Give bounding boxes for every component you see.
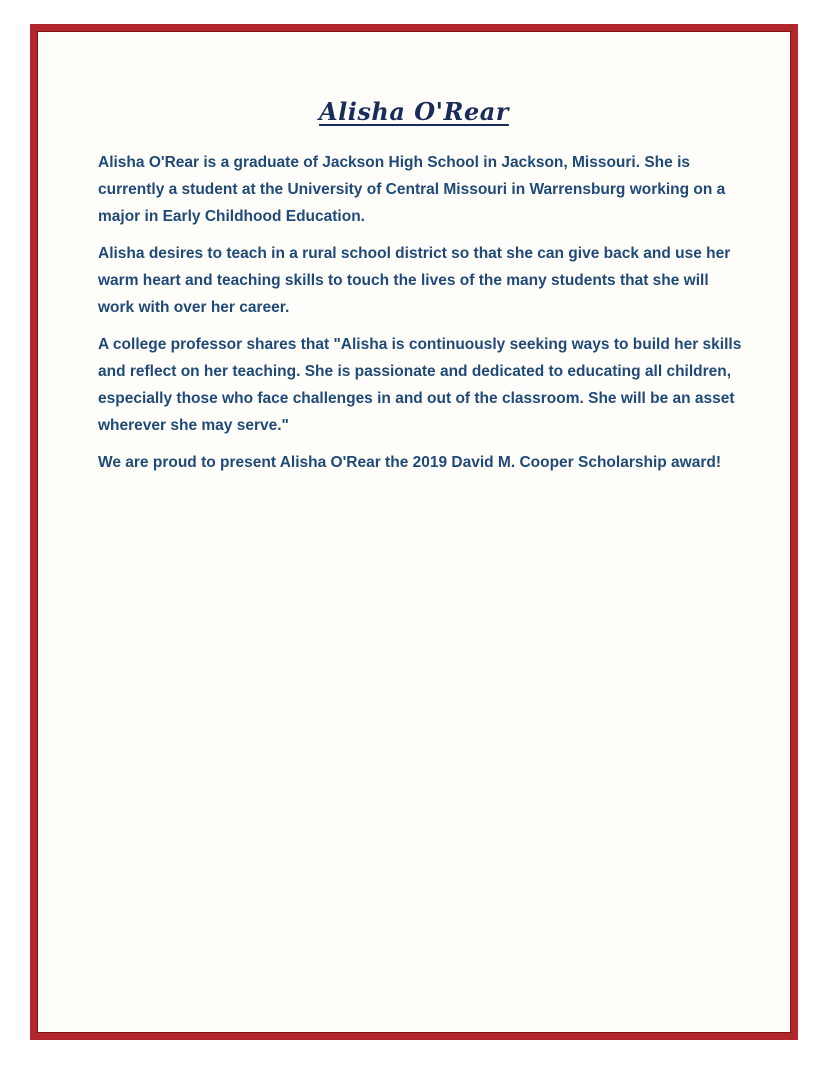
paragraph-3: A college professor shares that "Alisha is continuously seeking ways to build her skills and reflect on her teaching. She is passionate and dedicated to educating all children, especially those who face challenges in and out of the classroom. She will be an asset wherever she may serve."	[98, 336, 742, 434]
paragraph-4: We are proud to present Alisha O'Rear the 2019 David M. Cooper Scholarship award!	[98, 454, 721, 471]
decorative-border-frame	[30, 24, 798, 1040]
paragraph-2: Alisha desires to teach in a rural school district so that she can give back and use her warm heart and teaching skills to touch the lives of the many students that she will work with over her career.	[98, 245, 731, 316]
title-text: Alisha O'Rear	[319, 97, 509, 126]
document-body	[98, 149, 748, 486]
page-title	[37, 97, 791, 126]
paragraph-1: Alisha O'Rear is a graduate of Jackson High School in Jackson, Missouri. She is currently a student at the University of Central Missouri in Warrensburg working on a major in Early Childhood Education.	[98, 154, 726, 225]
